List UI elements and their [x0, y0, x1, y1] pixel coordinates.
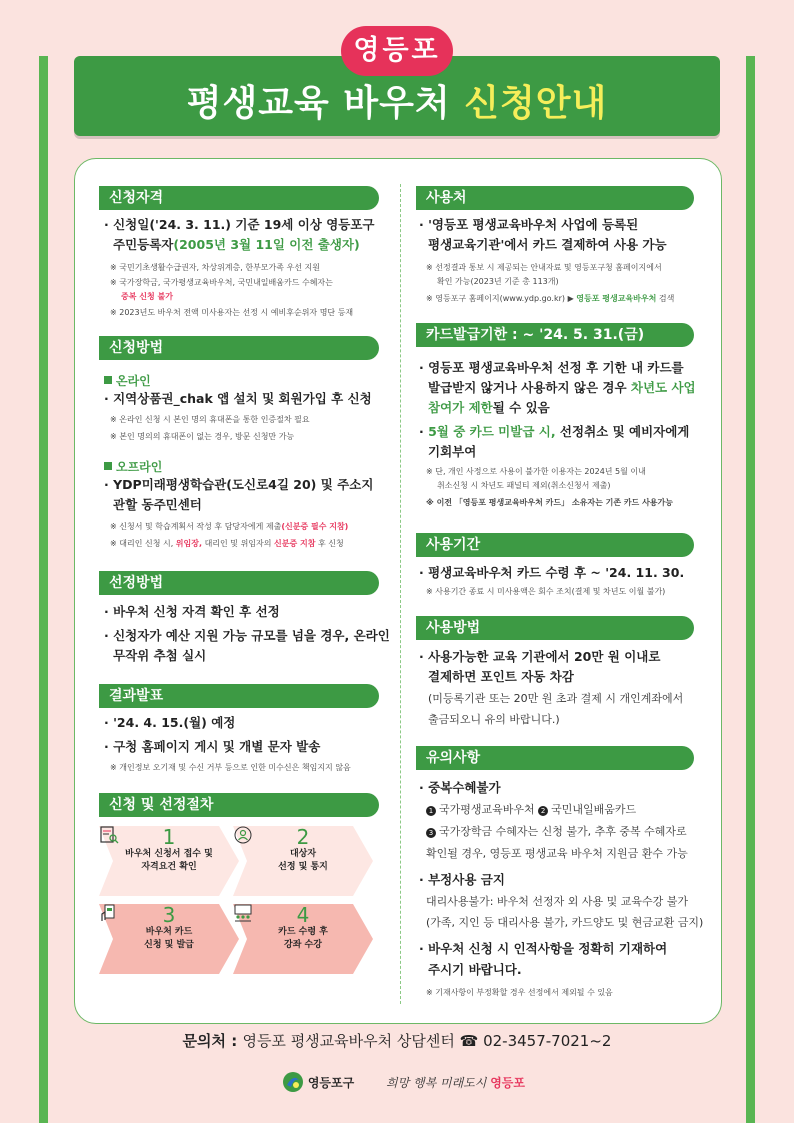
section-header-procedure: 신청 및 선정절차: [99, 793, 379, 817]
district-badge: 영등포: [341, 26, 453, 76]
contact-label: 문의처 :: [182, 1032, 243, 1050]
caution-line-7: (가족, 지인 등 대리사용 불가, 카드양도 및 현금교환 금지): [426, 916, 704, 929]
classroom-icon: [233, 904, 253, 922]
district-emblem-icon: [282, 1071, 304, 1093]
document-search-icon: [99, 826, 119, 844]
caution-line-3: 3 국가장학금 수혜자는 신청 불가, 추후 중복 수혜자로: [426, 823, 687, 841]
period-line-1: · 평생교육바우처 카드 수령 후 ~ '24. 11. 30.: [419, 565, 685, 580]
caution-line-6: 대리사용불가: 바우처 선정자 외 사용 및 교육수강 불가: [426, 895, 688, 908]
result-line-1: · '24. 4. 15.(월) 예정: [104, 715, 236, 730]
offline-subheading: 오프라인: [104, 458, 162, 476]
step-4: [233, 904, 373, 974]
qualification-note-3: 중복 신청 불가: [121, 292, 173, 301]
contact-text: 영등포 평생교육바우처 상담센터 ☎ 02-3457-7021~2: [242, 1032, 612, 1050]
section-header-caution: 유의사항: [416, 746, 694, 770]
selection-line-2: · 신청자가 예산 지원 가능 규모를 넘을 경우, 온라인: [104, 628, 390, 643]
caution-line-1: · 중복수혜불가: [419, 780, 501, 795]
qualification-line-2: 주민등록자(2005년 3월 11일 이전 출생자): [113, 237, 360, 252]
caution-note-1: ※ 기재사항이 부정확할 경우 선정에서 제외될 수 있음: [426, 988, 613, 997]
page-title: [0, 80, 794, 128]
deadline-note-2: 취소신청 시 차년도 패널티 제외(취소신청서 제출): [437, 481, 611, 490]
section-header-deadline: 카드발급기한 : ~ '24. 5. 31.(금): [416, 323, 694, 347]
step-label: 바우처 카드 신청 및 발급: [144, 927, 194, 950]
contact-line: [0, 1031, 794, 1051]
title-highlight: 신청안내: [464, 83, 608, 124]
caution-line-5: · 부정사용 금지: [419, 872, 505, 887]
section-header-how: 사용방법: [416, 616, 694, 640]
selection-line-3: 무작위 추첨 실시: [113, 648, 207, 663]
section-header-selection: 선정방법: [99, 571, 379, 595]
online-line-1: · 지역상품권_chak 앱 설치 및 회원가입 후 신청: [104, 391, 372, 406]
left-pole: [39, 56, 48, 1123]
step-3: [99, 904, 239, 974]
deadline-line-5: 기회부여: [428, 444, 477, 459]
how-line-1: · 사용가능한 교육 기관에서 20만 원 이내로: [419, 649, 661, 664]
district-name: 영등포구: [307, 1076, 355, 1090]
section-header-period: 사용기간: [416, 533, 694, 557]
qualification-note-2: ※ 국가장학금, 국가평생교육바우처, 국민내일배움카드 수혜자는: [110, 278, 333, 287]
how-line-2: 결제하면 포인트 자동 차감: [428, 669, 574, 684]
caution-line-4: 확인될 경우, 영등포 평생교육 바우처 지원금 환수 가능: [426, 847, 688, 860]
circled-number-2: 2: [538, 806, 548, 816]
usage-place-line-1: · '영등포 평생교육바우처 사업에 등록된: [419, 217, 639, 232]
deadline-note-1: ※ 단, 개인 사정으로 사용이 불가한 이용자는 2024년 5월 이내: [426, 467, 646, 476]
deadline-line-1: · 영등포 평생교육바우처 선정 후 기한 내 카드를: [419, 360, 684, 375]
qualification-line-1: · 신청일('24. 3. 11.) 기준 19세 이상 영등포구: [104, 217, 375, 232]
circled-number-1: 1: [426, 806, 436, 816]
section-header-usage-place: 사용처: [416, 186, 694, 210]
offline-line-2: 관할 동주민센터: [113, 497, 202, 512]
selection-line-1: · 바우처 신청 자격 확인 후 선정: [104, 604, 280, 619]
hand-card-icon: [99, 904, 119, 922]
caution-line-9: 주시기 바랍니다.: [428, 962, 522, 977]
right-pole: [746, 56, 755, 1123]
district-logo: [282, 1071, 354, 1095]
step-number: 2: [296, 825, 310, 849]
online-note-2: ※ 본인 명의의 휴대폰이 없는 경우, 방문 신청만 가능: [110, 432, 295, 441]
step-number: 3: [162, 903, 176, 927]
step-1: [99, 826, 239, 896]
qualification-note-4: ※ 2023년도 바우처 전액 미사용자는 선정 시 예비후순위자 명단 등재: [110, 308, 354, 317]
square-bullet-icon: [104, 376, 112, 384]
slogan-logo: 희망 행복 미래도시 영등포: [386, 1076, 525, 1090]
caution-line-8: · 바우처 신청 시 인적사항을 정확히 기재하여: [419, 941, 668, 956]
step-number: 4: [296, 903, 310, 927]
usage-place-note-3: ※ 영등포구 홈페이지(www.ydp.go.kr) ▶ 영등포 평생교육바우처 검색: [426, 294, 675, 303]
circled-number-3: 3: [426, 828, 436, 838]
step-number: 1: [162, 825, 176, 849]
title-main: 평생교육 바우처: [186, 83, 465, 124]
result-line-2: · 구청 홈페이지 게시 및 개별 문자 발송: [104, 739, 321, 754]
step-2: [233, 826, 373, 896]
offline-line-1: · YDP미래평생학습관(도신로4길 20) 및 주소지: [104, 477, 374, 492]
usage-place-note-1: ※ 선정결과 통보 시 제공되는 안내자료 및 영등포구청 홈페이지에서: [426, 263, 662, 272]
step-label: 대상자 선정 및 통지: [278, 849, 328, 872]
offline-note-2: ※ 대리인 신청 시, 위임장, 대리인 및 위임자의 신분증 지참 후 신청: [110, 539, 344, 548]
result-note-1: ※ 개인정보 오기재 및 수신 거부 등으로 인한 미수신은 책임지지 않음: [110, 763, 351, 772]
how-line-4: 출금되오니 유의 바랍니다.): [428, 713, 560, 726]
square-bullet-icon: [104, 462, 112, 470]
section-header-method: 신청방법: [99, 336, 379, 360]
column-divider: [400, 184, 401, 1004]
online-subheading: 온라인: [104, 372, 151, 390]
period-note-1: ※ 사용기간 종료 시 미사용액은 회수 조치(결제 및 차년도 이월 불가): [426, 587, 666, 596]
person-badge-icon: [233, 826, 253, 844]
qualification-note-1: ※ 국민기초생활수급권자, 차상위계층, 한부모가족 우선 지원: [110, 263, 320, 272]
usage-place-note-2: 확인 가능(2023년 기준 총 113개): [437, 277, 559, 286]
offline-note-1: ※ 신청서 및 학습계획서 작성 후 담당자에게 제출(신분증 필수 지참): [110, 522, 349, 531]
usage-place-line-2: 평생교육기관'에서 카드 결제하여 사용 가능: [428, 237, 667, 252]
section-header-qualification: 신청자격: [99, 186, 379, 210]
step-label: 바우처 신청서 접수 및 자격요건 확인: [125, 849, 213, 872]
deadline-line-4: · 5월 중 카드 미발급 시, 선정취소 및 예비자에게: [419, 424, 690, 439]
step-label: 카드 수령 후 강좌 수강: [278, 927, 328, 950]
online-note-1: ※ 온라인 신청 시 본인 명의 휴대폰을 통한 인증절차 필요: [110, 415, 310, 424]
caution-line-2: 1 국가평생교육바우처 2 국민내일배움카드: [426, 801, 636, 819]
how-line-3: (미등록기관 또는 20만 원 초과 결제 시 개인계좌에서: [428, 692, 684, 705]
section-header-result: 결과발표: [99, 684, 379, 708]
deadline-line-2: 발급받지 않거나 사용하지 않은 경우 차년도 사업: [428, 380, 696, 395]
deadline-line-3: 참여가 제한될 수 있음: [428, 400, 550, 415]
deadline-note-3: ※ 이전 「영등포 평생교육바우처 카드」 소유자는 기존 카드 사용가능: [426, 498, 673, 507]
